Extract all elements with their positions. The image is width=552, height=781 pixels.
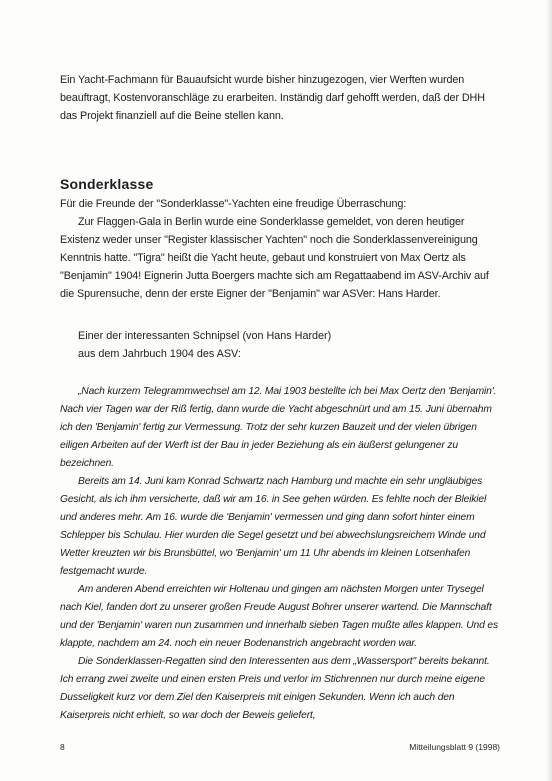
page-edge-shadow — [546, 0, 552, 781]
intro-paragraph — [60, 71, 500, 125]
publication-name: Mitteilungsblatt 9 (1998) — [409, 742, 500, 752]
source-note-line-1: Einer der interessanten Schnipsel (von Hans Harder) — [78, 330, 332, 342]
quoted-excerpt — [60, 383, 500, 725]
source-note-line-2: aus dem Jahrbuch 1904 des ASV: — [78, 348, 241, 360]
section-lead-text: Für die Freunde der "Sonderklasse"-Yachten eine freudige Überraschung: — [60, 198, 407, 210]
quote-paragraph-1: „Nach kurzem Telegrammwechsel am 12. Mai 1903 bestellte ich bei Max Oertz den 'Benjamin'. Nach vier Tagen war der Riß fertig, dann wurde die Yacht abgeschnürt und am 15. Juni übernahm ich den 'Benjamin' fertig zur Vermessung. Trotz der sehr kurzen Bauzeit und der vielen übrigen eiligen Arbeiten auf der Werft ist der Bau in jeder Beziehung als ein äußerst gelungener zu bezeichnen. — [60, 386, 497, 469]
section-lead-paragraph — [60, 195, 500, 213]
intro-text: Ein Yacht-Fachmann für Bauaufsicht wurde bisher hinzugezogen, vier Werften wurden beauftragt, Kostenvoranschläge zu erarbeiten. Inständig darf gehofft werden, daß der DHH das Projekt finanziell auf die Beine stellen kann. — [60, 74, 485, 122]
page-footer — [60, 742, 500, 752]
quote-paragraph-4: Die Sonderklassen-Regatten sind den Interessenten aus dem „Wassersport" bereits bekannt. Ich errang zwei zweite und einen ersten Preis und verlor im Stichrennen nur durch meine eigene Dusseligkeit kurz vor dem Ziel den Kaiserpreis mit einigen Sekunden. Wenn ich auch den Kaiserpreis nicht erhielt, so war doch der Beweis geliefert, — [60, 656, 490, 721]
section-heading: Sonderklasse — [60, 176, 154, 192]
section-body-text: Zur Flaggen-Gala in Berlin wurde eine Sonderklasse gemeldet, von deren heutiger Existenz weder unser "Register klassischer Yachten" noch die Sonderklassenvereinigung Kenntnis hatte. "Tigra" heißt die Yacht heute, gebaut und konstruiert von Max Oertz als "Benjamin" 1904! Eignerin Jutta Boergers machte sich am Regattaabend im ASV-Archiv auf die Spurensuche, denn der erste Eigner der "Benjamin" war ASVer: Hans Harder. — [60, 216, 489, 300]
quote-paragraph-2: Bereits am 14. Juni kam Konrad Schwartz nach Hamburg und machte ein sehr ungläubiges Gesicht, als ich ihm versicherte, daß wir am 16. in See gehen würden. Es fehlte noch der Bleikiel und anderes mehr. Am 16. wurde die 'Benjamin' vermessen und ging dann sofort hinter einem Schlepper bis Schulau. Hier wurden die Segel gesetzt und bei abwechslungsreichem Winde und Wetter kreuzten wir bis Brunsbüttel, wo 'Benjamin' um 11 Uhr abends im kleinen Lotsenhafen festgemacht wurde. — [60, 476, 487, 577]
quote-paragraph-3: Am anderen Abend erreichten wir Holtenau und gingen am nächsten Morgen unter Trysegel nach Kiel, fanden dort zu unserer großen Freude August Bohrer unserer wartend. Die Mannschaft und der 'Benjamin' waren nun zusammen und innerhalb sieben Tagen mußte alles klappen. Und es klappte, nachdem am 24. noch ein neuer Bodenanstrich angebracht worden war. — [60, 584, 498, 649]
source-note — [78, 327, 498, 363]
section-body-paragraph — [60, 213, 500, 303]
page-number: 8 — [60, 742, 65, 752]
